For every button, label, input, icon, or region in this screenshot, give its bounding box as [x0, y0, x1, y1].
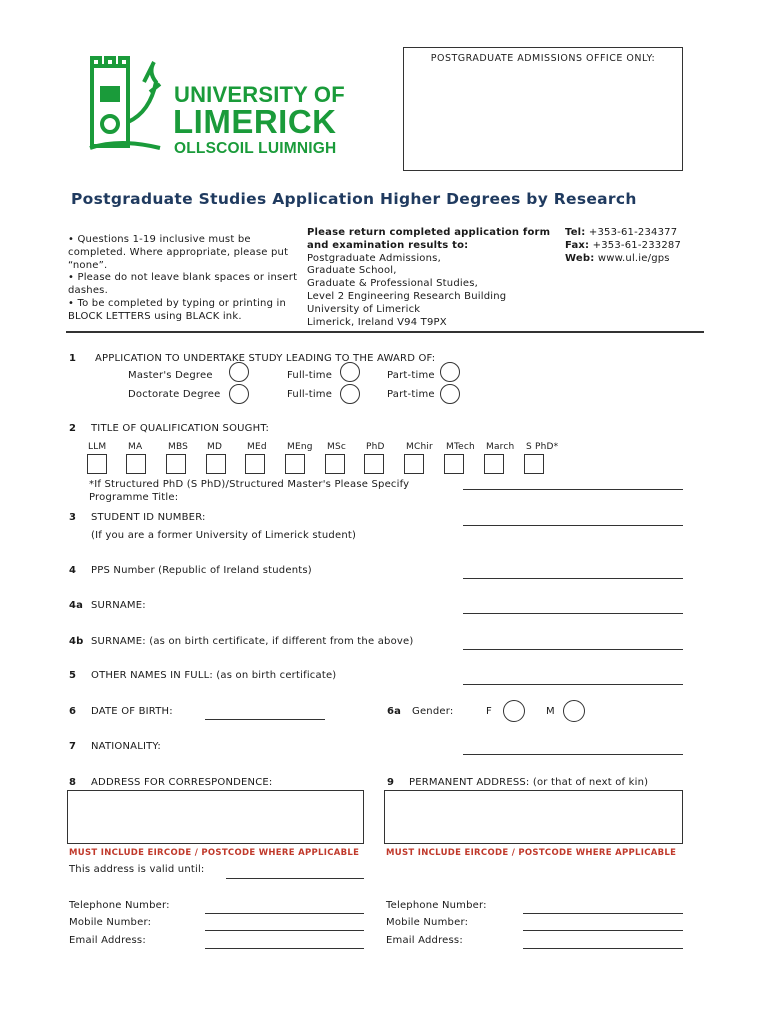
telephone-label-9: Telephone Number: [386, 900, 487, 911]
birth-surname-field[interactable] [463, 649, 683, 650]
page-title: Postgraduate Studies Application Higher Degrees by Research [71, 190, 637, 208]
surname-field[interactable] [463, 613, 683, 614]
gender-m-radio[interactable] [563, 700, 585, 722]
correspondence-address-field[interactable] [67, 790, 364, 844]
q2-label: TITLE OF QUALIFICATION SOUGHT: [91, 423, 270, 434]
mobile-field-8[interactable] [205, 930, 364, 931]
q6a-label: Gender: [412, 706, 454, 717]
q3-number: 3 [69, 512, 77, 523]
doctorate-fulltime-radio[interactable] [229, 384, 249, 404]
instruction-1: • Questions 1-19 inclusive must be completed. Where appropriate, please put “none”. [68, 234, 289, 271]
q5-number: 5 [69, 670, 77, 681]
student-id-field[interactable] [463, 525, 683, 526]
qual-label-md: MD [207, 442, 223, 452]
qual-label-llm: LLM [88, 442, 107, 452]
return-line: University of Limerick [307, 303, 421, 315]
q6-label: DATE OF BIRTH: [91, 706, 173, 717]
fulltime-label: Full-time [287, 370, 333, 381]
q4b-number: 4b [69, 636, 84, 647]
q7-number: 7 [69, 741, 77, 752]
q2-number: 2 [69, 423, 77, 434]
checkbox-ma[interactable] [126, 454, 146, 474]
doctorate-parttime-radio[interactable] [340, 384, 360, 404]
masters-extra-radio[interactable] [440, 362, 460, 382]
office-use-box [403, 47, 683, 171]
structured-note: *If Structured PhD (S PhD)/Structured Master's Please Specify Programme Title: [89, 479, 410, 503]
email-label-8: Email Address: [69, 935, 146, 946]
qual-label-sphd: S PhD* [526, 442, 559, 452]
qual-label-mbs: MBS [168, 442, 189, 452]
qual-label-med: MEd [247, 442, 267, 452]
valid-until-field[interactable] [226, 878, 364, 879]
q3-sub: (If you are a former University of Limerick student) [91, 530, 357, 541]
fulltime-label: Full-time [287, 389, 333, 400]
checkbox-sphd[interactable] [524, 454, 544, 474]
fax-label: Fax: [565, 239, 590, 251]
q6a-number: 6a [387, 706, 402, 717]
q4a-number: 4a [69, 600, 84, 611]
instruction-2: • Please do not leave blank spaces or insert dashes. [68, 272, 298, 297]
eircode-note-9: MUST INCLUDE EIRCODE / POSTCODE WHERE APPLICABLE [386, 848, 677, 858]
q4a-label: SURNAME: [91, 600, 146, 611]
qual-label-phd: PhD [366, 442, 385, 452]
contact-info [565, 227, 681, 265]
checkbox-phd[interactable] [364, 454, 384, 474]
email-field-8[interactable] [205, 948, 364, 949]
parttime-label: Part-time [387, 389, 435, 400]
other-names-field[interactable] [463, 684, 683, 685]
logo-line-2: LIMERICK [173, 103, 337, 140]
checkbox-march[interactable] [484, 454, 504, 474]
qual-label-mchir: MChir [406, 442, 433, 452]
programme-title-field[interactable] [463, 489, 683, 490]
masters-parttime-radio[interactable] [340, 362, 360, 382]
qual-label-ma: MA [128, 442, 143, 452]
q1-number: 1 [69, 353, 77, 364]
checkbox-mbs[interactable] [166, 454, 186, 474]
gender-f-label: F [486, 706, 492, 717]
email-label-9: Email Address: [386, 935, 463, 946]
qual-label-msc: MSc [327, 442, 347, 452]
telephone-field-9[interactable] [523, 913, 683, 914]
web-label: Web: [565, 252, 595, 264]
instruction-3: • To be completed by typing or printing in BLOCK LETTERS using BLACK ink. [68, 297, 287, 322]
gender-m-label: M [546, 706, 555, 717]
email-field-9[interactable] [523, 948, 683, 949]
checkbox-meng[interactable] [285, 454, 305, 474]
q6-number: 6 [69, 706, 77, 717]
tel-label: Tel: [565, 227, 586, 238]
gender-f-radio[interactable] [503, 700, 525, 722]
tel-value: +353-61-234377 [588, 227, 678, 238]
masters-fulltime-radio[interactable] [229, 362, 249, 382]
checkbox-med[interactable] [245, 454, 265, 474]
valid-until-label: This address is valid until: [69, 864, 205, 875]
return-line: Graduate & Professional Studies, [307, 278, 478, 290]
checkbox-llm[interactable] [87, 454, 107, 474]
checkbox-mchir[interactable] [404, 454, 424, 474]
instructions [68, 234, 304, 324]
q1-label: APPLICATION TO UNDERTAKE STUDY LEADING TO THE AWARD OF: [95, 353, 436, 364]
checkbox-msc[interactable] [325, 454, 345, 474]
divider [66, 331, 704, 333]
dob-field[interactable] [205, 719, 325, 720]
telephone-field-8[interactable] [205, 913, 364, 914]
doctorate-label: Doctorate Degree [128, 389, 221, 400]
qual-label-mtech: MTech [446, 442, 475, 452]
university-logo [88, 52, 368, 165]
doctorate-extra-radio[interactable] [440, 384, 460, 404]
checkbox-mtech[interactable] [444, 454, 464, 474]
return-line: Graduate School, [307, 265, 397, 277]
return-line: Postgraduate Admissions, [307, 252, 441, 264]
q4-label: PPS Number (Republic of Ireland students) [91, 565, 312, 576]
return-heading: Please return completed application form and examination results to: [307, 227, 551, 251]
nationality-field[interactable] [463, 754, 683, 755]
office-use-label: POSTGRADUATE ADMISSIONS OFFICE ONLY: [430, 53, 656, 64]
return-line: Level 2 Engineering Research Building [307, 290, 507, 302]
q3-label: STUDENT ID NUMBER: [91, 512, 206, 523]
permanent-address-field[interactable] [384, 790, 683, 844]
checkbox-md[interactable] [206, 454, 226, 474]
return-line: Limerick, Ireland V94 T9PX [307, 316, 447, 328]
fax-value: +353-61-233287 [592, 239, 682, 251]
masters-label: Master's Degree [128, 370, 213, 381]
q4-number: 4 [69, 565, 77, 576]
eircode-note-8: MUST INCLUDE EIRCODE / POSTCODE WHERE APPLICABLE [69, 848, 360, 858]
return-address [307, 227, 557, 329]
web-link[interactable]: www.ul.ie/gps [597, 252, 670, 264]
logo-line-3: OLLSCOIL LUIMNIGH [174, 140, 337, 157]
mobile-label-9: Mobile Number: [386, 917, 469, 928]
q8-label: ADDRESS FOR CORRESPONDENCE: [91, 777, 273, 788]
parttime-label: Part-time [387, 370, 435, 381]
telephone-label-8: Telephone Number: [69, 900, 170, 911]
pps-field[interactable] [463, 578, 683, 579]
q8-number: 8 [69, 777, 77, 788]
logo-line-1: UNIVERSITY OF [174, 82, 345, 107]
q9-number: 9 [387, 777, 395, 788]
qual-label-meng: MEng [287, 442, 313, 452]
q5-label: OTHER NAMES IN FULL: (as on birth certificate) [91, 670, 337, 681]
qual-label-march: March [486, 442, 515, 452]
q4b-label: SURNAME: (as on birth certificate, if different from the above) [91, 636, 414, 647]
mobile-label-8: Mobile Number: [69, 917, 152, 928]
q9-label: PERMANENT ADDRESS: (or that of next of kin) [409, 777, 649, 788]
q7-label: NATIONALITY: [91, 741, 161, 752]
mobile-field-9[interactable] [523, 930, 683, 931]
